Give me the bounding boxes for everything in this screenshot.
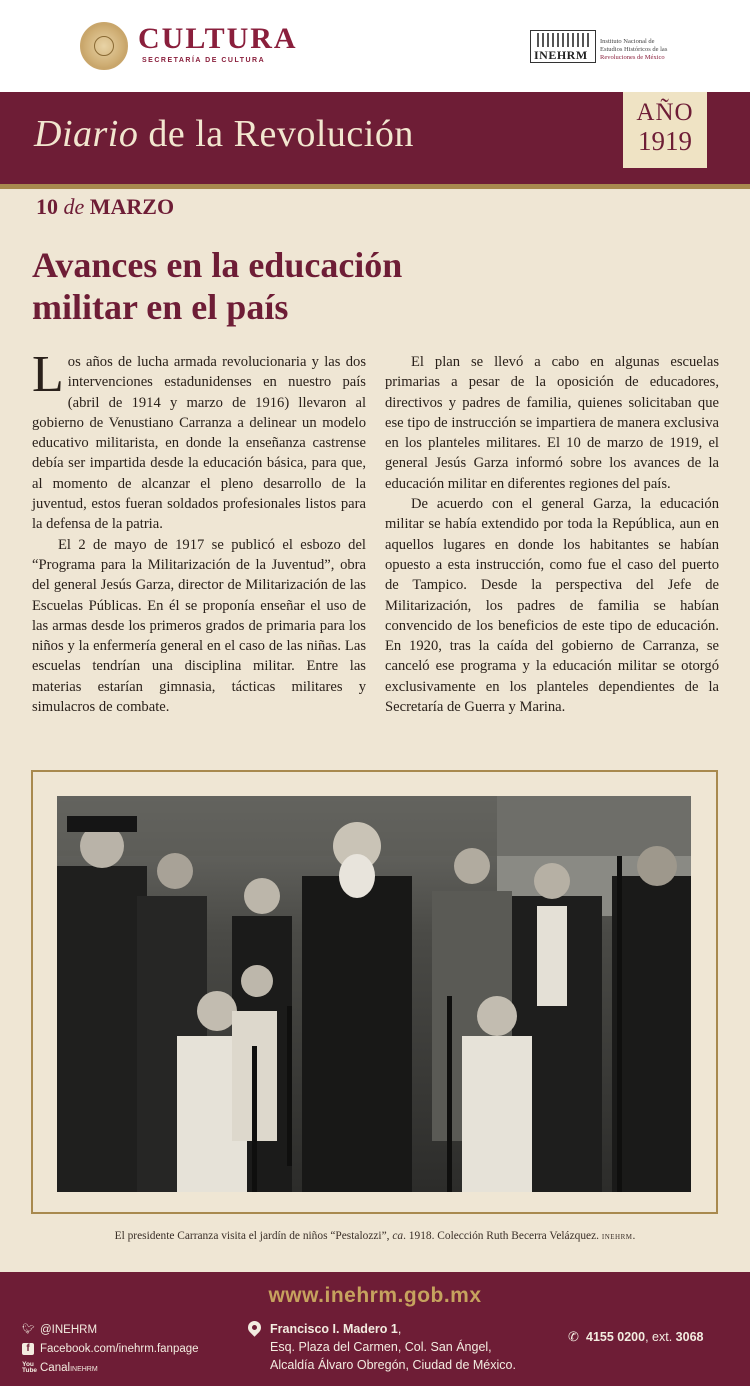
- year-value: 1919: [638, 126, 692, 156]
- phone-icon: ✆: [568, 1330, 579, 1345]
- phone-number[interactable]: 4155 0200, ext. 3068: [586, 1330, 704, 1344]
- article-column-left: [32, 346, 366, 717]
- social-links: [22, 1320, 199, 1377]
- paragraph: Los años de lucha armada revolucionaria y las dos intervenciones estadunidenses en nuestro país (abril de 1914 y marzo de 1916) llevaron al gobierno de Venustiano Carranza a delinear un modelo educativo militarista, en donde la enseñanza castrense debía ser impartida desde la educación básica, para que, al momento de alcanzar el pleno desarrollo de la juventud, estos fueran soldados profesionales listos para la defensa de la patria.: [32, 346, 366, 533]
- year-badge: [623, 92, 707, 168]
- inehrm-logo: [530, 30, 596, 63]
- article-headline: Avances en la educación militar en el país: [32, 245, 403, 327]
- facebook-icon: f: [22, 1343, 34, 1355]
- banner-divider: [0, 184, 750, 189]
- inehrm-logo-text: INEHRM: [534, 48, 588, 62]
- drop-cap: L: [32, 346, 64, 403]
- publication-title: Diario de la Revolución: [34, 113, 414, 155]
- article-column-right: [385, 352, 719, 717]
- paragraph: El 2 de mayo de 1917 se publicó el esbozo del “Programa para la Militarización de la Juventud”, obra del general Jesús Garza, director de Militarización de las Escuelas Públicas. En él se proponía enseñar el uso de las armas desde los primeros grados de primaria para los niños y la enfermería general en el caso de las niñas. Las escuelas tendrían una disciplina militar. Entre las materias estarían gimnasia, tácticas militares y simulacros de combate.: [32, 536, 366, 716]
- brand-name: CULTURA: [138, 22, 298, 55]
- seal-icon: [80, 22, 128, 70]
- top-header: [0, 0, 750, 92]
- year-label: AÑO: [636, 99, 694, 126]
- address: Francisco I. Madero 1, Esq. Plaza del Carmen, Col. San Ángel, Alcaldía Álvaro Obregón, Ciudad de México.: [270, 1322, 516, 1372]
- brand-subtitle: SECRETARÍA DE CULTURA: [142, 57, 266, 64]
- building-icon: [537, 33, 589, 47]
- website-link[interactable]: www.inehrm.gob.mx: [268, 1284, 482, 1307]
- article-date: 10 de MARZO: [36, 194, 175, 219]
- youtube-link[interactable]: You Tube Canal inehrm: [22, 1360, 98, 1374]
- twitter-link[interactable]: 🐦︎ @INEHRM: [22, 1323, 98, 1336]
- twitter-icon: 🐦︎: [22, 1323, 35, 1335]
- photo-caption: El presidente Carranza visita el jardín de niños “Pestalozzi”, ca. 1918. Colección Ruth Becerra Velázquez. inehrm.: [114, 1230, 636, 1242]
- paragraph: De acuerdo con el general Garza, la educación militar se había extendido por toda la República, aun en aquellos lugares en donde los habitantes se habían opuesto a esta instrucción, como fue el caso del puerto de Tampico. Desde la perspectiva del Jefe de Militarización, los padres de familia se habían convencido de los beneficios de este tipo de educación. En 1920, tras la caída del gobierno de Carranza, se canceló ese programa y la educación militar se otorgó exclusivamente en los planteles dependientes de la Secretaría de Guerra y Marina.: [385, 496, 719, 716]
- historical-photo: [57, 796, 691, 1192]
- facebook-link[interactable]: f Facebook.com/inehrm.fanpage: [22, 1339, 199, 1358]
- paragraph: El plan se llevó a cabo en algunas escuelas primarias a pesar de la oposición de educadores, directivos y padres de familia, quienes solicitaban que ese tipo de instrucción se impartiera de manera exclusiva en los planteles militares. El 10 de marzo de 1919, el general Jesús Garza informó sobre los avances de la educación militar en diferentes regiones del país.: [385, 354, 719, 492]
- inehrm-full-name: Instituto Nacional de Estudios Históricos de las Revoluciones de México: [600, 38, 668, 61]
- youtube-icon: You Tube: [22, 1360, 38, 1374]
